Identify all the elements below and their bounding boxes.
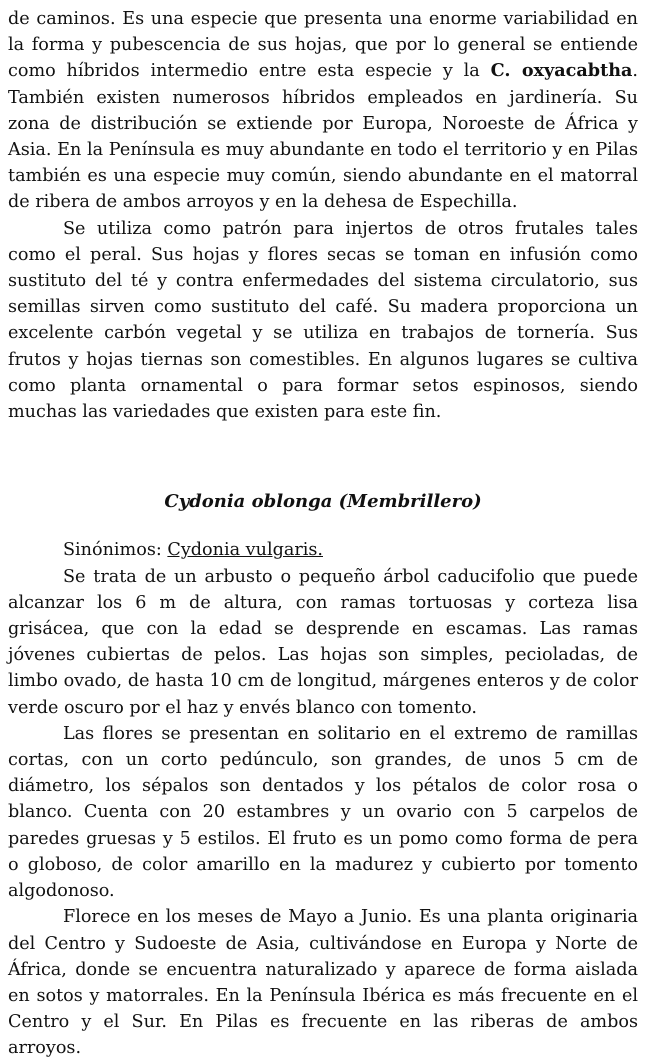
synonyms-value: Cydonia vulgaris. <box>167 540 323 561</box>
paragraph-flowers: Las flores se presentan en solitario en el extremo de ramillas cortas, con un corto pedúnculo, son grandes, de unos 5 cm de diámetro, los sépalos son dentados y los pétalos de color rosa o blanco. Cuenta con 20 estambres y un ovario con 5 carpelos de paredes gruesas y 5 estilos. El fruto es un pomo como forma de pera o globoso, de color amarillo en la madurez y cubierto por tomento algodonoso. <box>8 723 638 902</box>
species-name-bold: C. oxyacabtha <box>490 60 633 82</box>
synonyms-line <box>8 537 638 563</box>
synonyms-label: Sinónimos: <box>63 540 162 561</box>
paragraph-continuation <box>8 6 638 216</box>
paragraph-text: de caminos. Es una especie que presenta una enorme variabilidad en la forma y pubescencia de sus hojas, que por lo general se entiende como híbridos intermedio entre esta especie y la <box>8 9 638 82</box>
document-page <box>8 6 638 1062</box>
paragraph-description: Se trata de un arbusto o pequeño árbol caducifolio que puede alcanzar los 6 m de altura, con ramas tortuosas y corteza lisa grisácea, que con la edad se desprende en escamas. Las ramas jóvenes cubiertas de pelos. Las hojas son simples, pecioladas, de limbo ovado, de hasta 10 cm de longitud, márgenes enteros y de color verde oscuro por el haz y envés blanco con tomento. <box>8 566 638 718</box>
paragraph-uses: Se utiliza como patrón para injertos de otros frutales tales como el peral. Sus hojas y flores secas se toman en infusión como sustituto del té y contra enfermedades del sistema circulatorio, sus semillas sirven como sustituto del café. Su madera proporciona un excelente carbón vegetal y se utiliza en trabajos de tornería. Sus frutos y hojas tiernas son comestibles. En algunos lugares se cultiva como planta ornamental o para formar setos espinosos, siendo muchas las variedades que existen para este fin. <box>8 218 638 423</box>
section-heading: Cydonia oblonga (Membrillero) <box>164 491 482 513</box>
paragraph-text: . También existen numerosos híbridos empleados en jardinería. Su zona de distribución se extiende por Europa, Noroeste de África y Asia. En la Península es muy abundante en todo el territorio y en Pilas también es una especie muy común, siendo abundante en el matorral de ribera de ambos arroyos y en la dehesa de Espechilla. <box>8 61 638 213</box>
paragraph-distribution: Florece en los meses de Mayo a Junio. Es una planta originaria del Centro y Sudoeste de Asia, cultivándose en Europa y Norte de África, donde se encuentra naturalizado y aparece de forma aislada en sotos y matorrales. En la Península Ibérica es más frecuente en el Centro y el Sur. En Pilas es frecuente en las riberas de ambos arroyos. <box>8 907 638 1059</box>
